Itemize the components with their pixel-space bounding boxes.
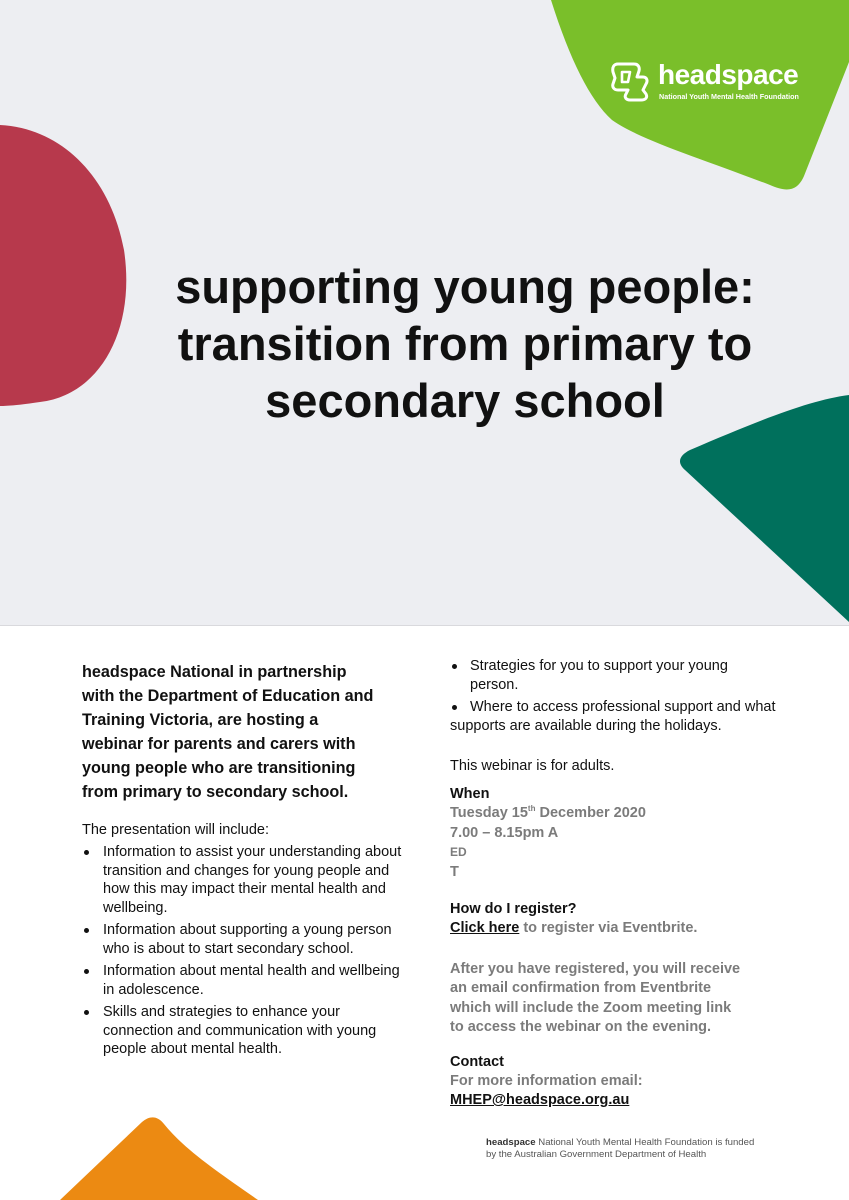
intro-paragraph — [82, 660, 402, 804]
contact-text: For more information email: — [450, 1072, 643, 1089]
date-text: Tuesday 15 — [450, 805, 528, 821]
presentation-list — [82, 843, 402, 1059]
headspace-logo-icon — [610, 60, 650, 102]
orange-triangle-shape — [60, 1117, 258, 1200]
confirmation-line: After you have registered, you will receive — [450, 960, 741, 977]
time-zone-visible — [450, 843, 780, 882]
title-line-3: secondary school — [265, 374, 665, 427]
logo-wordmark: headspace — [658, 59, 799, 90]
headspace-logo[interactable] — [610, 60, 800, 104]
page-title — [80, 258, 849, 429]
funding-line-1 — [486, 1137, 786, 1149]
list-item: Where to access professional support and what supports are available during the holidays. — [450, 698, 780, 735]
event-date — [450, 804, 780, 824]
audience-note: This webinar is for adults. — [450, 758, 615, 774]
confirmation-line: to access the webinar on the evening. — [450, 1019, 712, 1035]
event-time — [450, 824, 780, 883]
register-line — [450, 919, 780, 939]
contact-email-line — [450, 1091, 780, 1111]
presentation-lead: The presentation will include: — [82, 822, 269, 838]
contact-email-link[interactable]: MHEP@headspace.org.au — [450, 1092, 630, 1108]
right-column — [450, 657, 780, 1111]
list-item: Information to assist your understanding about transition and changes for young people and how this may impact their mental health and wellbeing. — [82, 843, 402, 917]
funding-note — [486, 1137, 786, 1161]
intro-line: from primary to secondary school. — [82, 783, 349, 801]
timezone-smallcaps-text: ED — [450, 845, 467, 859]
time-text: 7.00 – 8.15pm A — [450, 824, 559, 841]
date-month-year: December 2020 — [535, 805, 646, 821]
logo-tagline: National Youth Mental Health Foundation — [659, 92, 799, 101]
funding-text: National Youth Mental Health Foundation is funded — [535, 1137, 755, 1148]
register-heading: How do I register? — [450, 901, 577, 917]
confirmation-paragraph — [450, 960, 780, 1038]
confirmation-line: an email confirmation from Eventbrite — [450, 980, 712, 996]
intro-line: headspace National in partnership — [82, 663, 347, 681]
contact-heading: Contact — [450, 1053, 504, 1070]
list-item: Skills and strategies to enhance your connection and communication with young people about mental health. — [82, 1003, 402, 1059]
eventbrite-link[interactable]: Click here — [450, 920, 520, 936]
funding-brand: headspace — [486, 1137, 536, 1148]
confirmation-line: which will include the Zoom meeting link — [450, 999, 732, 1016]
intro-line: with the Department of Education and — [82, 687, 374, 705]
left-column — [82, 660, 402, 1063]
title-line-2: transition from primary to — [177, 317, 753, 370]
when-heading: When — [450, 786, 490, 802]
date-ordinal: th — [527, 804, 536, 814]
register-line-text: to register via Eventbrite. — [519, 920, 698, 936]
teal-triangle-shape — [680, 395, 849, 622]
funding-line-2: by the Australian Government Department of Health — [486, 1149, 707, 1160]
list-item: Strategies for you to support your young person. — [450, 657, 780, 694]
list-item: Information about mental health and wellbeing in adolescence. — [82, 962, 402, 999]
more-topics-list — [450, 657, 780, 735]
list-item: Information about supporting a young person who is about to start secondary school. — [82, 921, 402, 958]
timezone-tail: T — [450, 863, 459, 880]
title-line-1: supporting young people: — [175, 260, 755, 313]
intro-line: Training Victoria, are hosting a — [82, 711, 319, 729]
intro-line: young people who are transitioning — [82, 759, 356, 777]
intro-line: webinar for parents and carers with — [82, 735, 356, 753]
